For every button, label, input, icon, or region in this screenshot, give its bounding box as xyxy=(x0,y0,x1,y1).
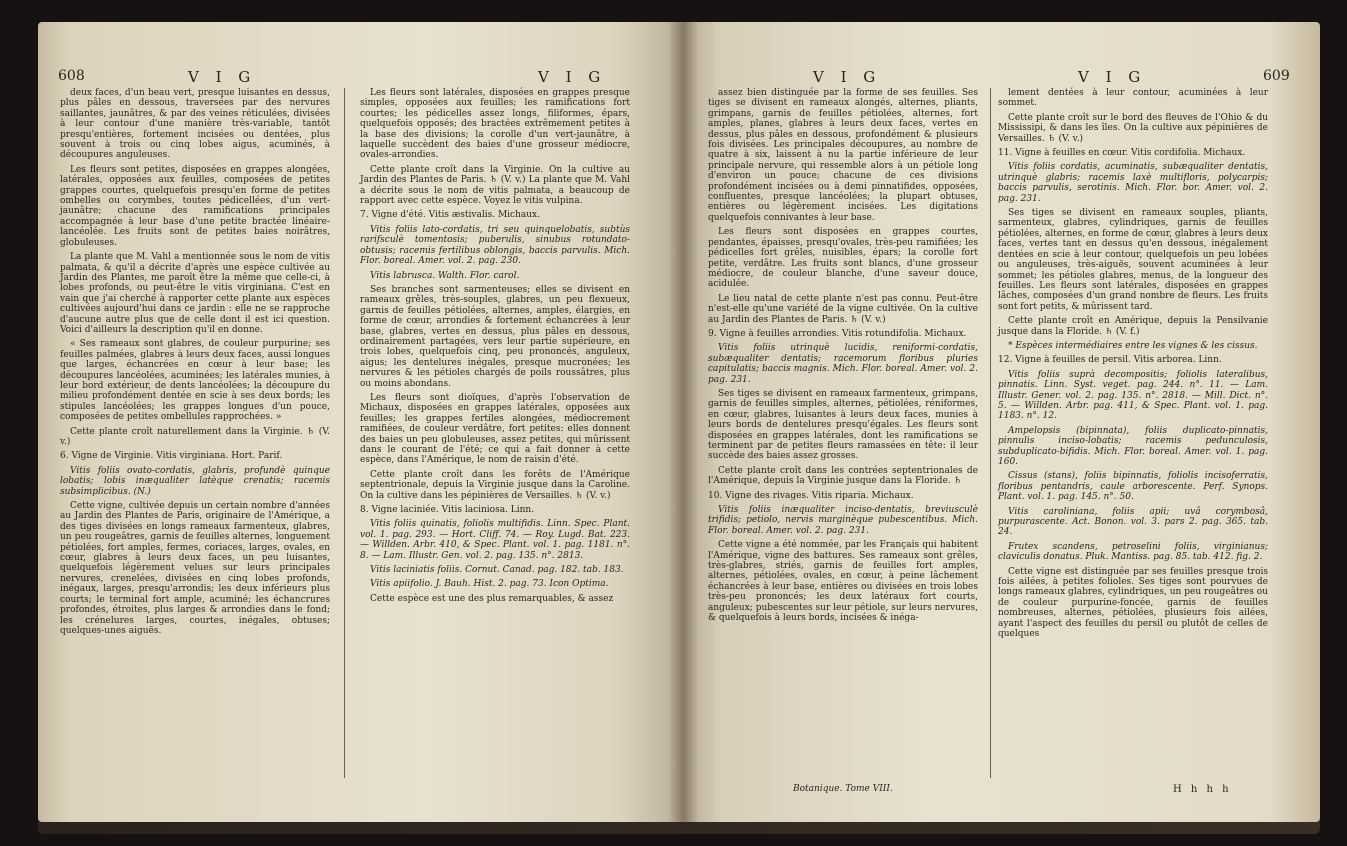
paragraph: Le lieu natal de cette plante n'est pas connu. Peut-être n'est-elle qu'une variété de la vigne cultivée. On la cultive au Jardin des Plantes de Paris. ♄ (V. v.) xyxy=(708,293,978,325)
paragraph: Les fleurs sont latérales, disposées en grappes presque simples, opposées aux feuilles; les ramifications fort courtes; les pédicelles assez longs, filiformes, épars, quelquefois opposés; des bractées extrêmement petites à la base des divisions; la corolle d'un vert-jaunâtre, à laquelle succèdent des baies d'une grosseur médiocre, ovales-arrondies. xyxy=(360,88,630,161)
paragraph: * Espèces intermédiaires entre les vignes & les cissus. xyxy=(1008,340,1258,351)
paragraph: Cette plante croît naturellement dans la Virginie. ♄ (V. v.) xyxy=(60,426,330,447)
paragraph: Vitis foliis ovato-cordatis, glabris, profundè quinque lobatis; lobis inæqualiter latèque crenatis; racemis subsimplicibus. (N.) xyxy=(60,465,330,497)
page-number-right: 609 xyxy=(1263,68,1290,84)
paragraph: Vitis caroliniana, foliis apii; uvâ corymbosâ, purpurascente. Act. Bonon. vol. 3. pars 2. pag. 365. tab. 24. xyxy=(998,506,1268,538)
paragraph: 6. Vigne de Virginie. Vitis virginiana. Hort. Parif. xyxy=(60,451,283,462)
paragraph: 11. Vigne à feuilles en cœur. Vitis cordifolia. Michaux. xyxy=(998,148,1246,159)
paragraph: 10. Vigne des rivages. Vitis riparia. Michaux. xyxy=(708,490,914,501)
paragraph: Ses tiges se divisent en rameaux farmenteux, grimpans, garnis de feuilles simples, alternes, pétiolées, réniformes, en cœur, glabres, luisantes à leurs deux faces, munies à leurs bords de dentelures presqu'égales. Les fleurs sont disposées en grappes latérales, dont les ramifications se terminent par de petites fleurs ramassées en tête: il leur succède des baies assez grosses. xyxy=(708,388,978,462)
running-head: V I G xyxy=(188,68,257,86)
text-column xyxy=(360,88,630,608)
paragraph: La plante que M. Vahl a mentionnée sous le nom de vitis palmata, & qu'il a décrite d'après une espèce cultivée au Jardin des Plantes, me paroît être la même que celle-ci, à lobes profonds, ou peut-être le vitis virginiana. C'est en vain que j'ai cherché à rapporter cette plante aux espèces cultivées aujourd'hui dans ce jardin : elle ne se rapproche d'aucune autre plus que de celle dont il est ici question. Voici d'ailleurs la description qu'il en donne. xyxy=(60,252,330,335)
paragraph: Cissus (stans), foliis bipinnatis, foliolis incisoferratis, floribus pentandris, caule arborescente. Perf. Synops. Plant. vol. 1. pag. 145. n°. 50. xyxy=(998,471,1268,503)
paragraph: Cette plante croît dans la Virginie. On la cultive au Jardin des Plantes de Paris. ♄ (V. v.) La plante que M. Vahl a décrite sous le nom de vitis palmata, a beaucoup de rapport avec cette espèce. Voyez le vitis vulpina. xyxy=(360,164,630,207)
paragraph: Ses branches sont sarmenteuses; elles se divisent en rameaux grêles, très-souples, glabres, un peu flexueux, garnis de feuilles pétiolées, alternes, amples, élargies, en forme de cœur, arrondies & fortement échancrées à leur base, glabres, vertes en dessus, plus pâles en dessous, ordinairement partagées, vers leur partie supérieure, en trois lobes, quelquefois cinq, peu prononcés, anguleux, aigus; les dentelures inégales, presque mucronées; les nervures & les pétioles chargés de poils roussâtres, plus ou moins abondans. xyxy=(360,284,630,389)
text-column xyxy=(998,88,1268,644)
paragraph: Cette plante croît en Amérique, depuis la Pensilvanie jusque dans la Floride. ♄ (V. f.) xyxy=(998,316,1268,337)
paragraph: Vitis foliis suprà decompositis; foliolis lateralibus, pinnatis. Linn. Syst. veget. pag. 244. n°. 11. — Lam. Illustr. Gener. vol. 2. pag. 135. n°. 2818. — Mill. Dict. n°. 5. — Willden. Arbr. pag. 411, & Spec. Plant. vol. 1. pag. 1183. n°. 12. xyxy=(998,369,1268,422)
paragraph: Les fleurs sont dioïques, d'après l'observation de Michaux, disposées en grappes latérales, opposées aux feuilles; les grappes fertiles alongées, médiocrement ramifiées, de couleur verdâtre, fort petites: elles donnent des baies un peu globuleuses, assez petites, qui mûrissent dans le courant de l'été; ce qui a fait donner à cette espèce, dans l'Amérique, le nom de raisin d'été. xyxy=(360,392,630,466)
paragraph: Vitis foliis cordatis, acuminatis, subæqualiter dentatis, utrinquè glabris; racemis laxè multifloris, polycarpis; baccis parvulis, serotinis. Mich. Flor. bor. Amer. vol. 2. pag. 231. xyxy=(998,162,1268,204)
paragraph: Vitis foliis lato-cordatis, tri seu quinquelobatis, subtùs rarifsculè tomentosis; puberulis, sinubus rotundato-obtusis; racemis fertilibus oblongis, baccis parvulis. Mich. Flor. boreal. Amer. vol. 2. pag. 230. xyxy=(360,224,630,267)
text-column xyxy=(60,88,330,640)
paragraph: 8. Vigne laciniée. Vitis laciniosa. Linn. xyxy=(360,505,535,516)
page-number-left: 608 xyxy=(58,68,85,84)
paragraph: lement dentées à leur contour, acuminées à leur sommet. xyxy=(998,88,1268,109)
running-head: V I G xyxy=(813,68,882,86)
running-head: V I G xyxy=(538,68,607,86)
paragraph: Vitis laciniatis foliis. Cornut. Canad. pag. 182. tab. 183. xyxy=(370,565,624,576)
paragraph: 12. Vigne à feuilles de persil. Vitis arborea. Linn. xyxy=(998,355,1222,366)
paragraph: Vitis foliis inæqualiter inciso-dentatis, breviusculè trifidis; petiolo, nervis marginèque pubescentibus. Mich. Flor. boreal. Amer. vol. 2. pag. 231. xyxy=(708,505,978,536)
column-rule xyxy=(344,88,345,778)
paragraph: Cette espèce est une des plus remarquables, & assez xyxy=(370,593,614,604)
paragraph: 9. Vigne à feuilles arrondies. Vitis rotundifolia. Michaux. xyxy=(708,328,967,339)
paragraph: Vitis foliis utrinquè lucidis, reniformi-cordatis, subæqualiter dentatis; racemorum floribus pluries capitulatis; baccis magnis. Mich. Flor. boreal. Amer. vol. 2. pag. 231. xyxy=(708,343,978,385)
left-page xyxy=(38,22,683,822)
open-book xyxy=(38,22,1320,834)
signature-mark: H h h h xyxy=(1173,784,1232,795)
running-head: V I G xyxy=(1078,68,1147,86)
paragraph: 7. Vigne d'été. Vitis æstivalis. Michaux. xyxy=(360,210,540,221)
footer-volume: Botanique. Tome VIII. xyxy=(793,784,893,794)
paragraph: Vitis labrusca. Walth. Flor. carol. xyxy=(370,270,520,281)
column-rule xyxy=(990,88,991,778)
paragraph: Les fleurs sont petites, disposées en grappes alongées, latérales, opposées aux feuilles, composées de petites grappes courtes, quelquefois presqu'en forme de petites ombelles ou corymbes, toutes pédicellées, d'un vert-jaunâtre; chacune des ramifications principales accompagnée à leur base d'une petite bractée linéaire-lancéolée. Les fruits sont de petites baies noirâtres, globuleuses. xyxy=(60,164,330,248)
paragraph: Ampelopsis (bipinnata), foliis duplicato-pinnatis, pinnulis inciso-lobatis; racemis pedunculosis, subduplicato-bifidis. Mich. Flor. boreal. Amer. vol. 1. pag. 160. xyxy=(998,425,1268,467)
paragraph: Cette plante croît dans les contrées septentrionales de l'Amérique, depuis la Virginie jusque dans la Floride. ♄ xyxy=(708,465,978,487)
paragraph: Cette vigne a été nommée, par les Français qui habitent l'Amérique, vigne des battures. Ses rameaux sont grêles, très-glabres, striés, garnis de feuilles fort amples, alternes, pétiolées, ovales, en cœur, à peine lâchement échancrées à leur base, entières ou divisées en trois lobes très-peu prononcés; les deux latéraux fort courts, anguleux; pubescentes sur leur pétiole, sur leurs nervures, & quelquefois à leurs bords, incisées & inéga- xyxy=(708,540,978,624)
paragraph: Frutex scandens, petroselini foliis, virginianus; claviculis donatus. Pluk. Mantiss. pag. 85. tab. 412. fig. 2. xyxy=(998,541,1268,563)
paragraph: Vitis foliis quinatis, foliolis multifidis. Linn. Spec. Plant. vol. 1. pag. 293. — Hort. Cliff. 74. — Roy. Lugd. Bat. 223. — Willden. Arbr. 410, & Spec. Plant. vol. 1. pag. 1181. n°. 8. — Lam. Illustr. Gen. vol. 2. pag. 135. n°. 2813. xyxy=(360,519,630,561)
paragraph: Les fleurs sont disposées en grappes courtes, pendantes, épaisses, presqu'ovales, très-peu ramifiées; les pédicelles fort grêles, nuisibles, épars; la corolle fort petite, verdâtre. Les fruits sont blancs, d'une grosseur médiocre, de couleur blanche, d'une saveur douce, acidulée. xyxy=(708,227,978,290)
right-page xyxy=(683,22,1320,822)
paragraph: deux faces, d'un beau vert, presque luisantes en dessus, plus pâles en dessous, traversées par des nervures saillantes, jaunâtres, & par des veines réticulées, divisées à leur contour d'une manière très-variable, tantôt presqu'entières, fortement incisées ou dentées, plus souvent à trois ou cinq lobes aigus, acuminés, à découpures anguleuses. xyxy=(60,88,330,161)
paragraph: Cette vigne est distinguée par ses feuilles presque trois fois ailées, à petites folioles. Ses tiges sont pourvues de longs rameaux glabres, cylindriques, un peu rougeâtres ou de couleur purpurine-foncée, garnis de feuilles nombreuses, alternes, pétiolées, plusieurs fois ailées, ayant l'aspect des feuilles du persil ou plutôt de celles de quelques xyxy=(998,566,1268,640)
paragraph: Cette plante croît dans les forêts de l'Amérique septentrionale, depuis la Virginie jusque dans la Caroline. On la cultive dans les pépinières de Versailles. ♄ (V. v.) xyxy=(360,469,630,501)
paragraph: Vitis apiifolio. J. Bauh. Hist. 2. pag. 73. Icon Optima. xyxy=(370,579,609,590)
paragraph: Cette plante croît sur le bord des fleuves de l'Ohio & du Mississipi, & dans les îles. On la cultive aux pépinières de Versailles. ♄ (V. v.) xyxy=(998,112,1268,144)
paragraph: Cette vigne, cultivée depuis un certain nombre d'années au Jardin des Plantes de Paris, originaire de l'Amérique, a des tiges divisées en longs rameaux farmenteux, glabres, un peu rougeâtres, garnis de feuilles alternes, longuement pétiolées, fort amples, fermes, coriaces, larges, ovales, en cœur, glabres à leurs deux faces, un peu luisantes, quelquefois légèrement velues sur leurs principales nervures, crenelées, divisées en cinq lobes profonds, inégaux, larges, presqu'arrondis; les deux inférieurs plus courts; le terminal fort ample, acuminé; les échancrures profondes, étroites, plus larges & arrondies dans le fond; les crénelures larges, courtes, inégales, obtuses; quelques-unes aiguës. xyxy=(60,501,330,636)
text-column xyxy=(708,88,978,628)
paragraph: « Ses rameaux sont glabres, de couleur purpurine; ses feuilles palmées, glabres à leurs deux faces, aussi longues que larges, échancrées en cœur à leur base; les découpures lancéolées, acuminées; les latérales munies, à leur bord extérieur, de dents lancéolées; la découpure du milieu profondément dentée en scie à ses deux bords; les stipules lancéolées; les grappes longues d'un pouce, composées de petites ombellules rapprochées. » xyxy=(60,339,330,423)
paragraph: Ses tiges se divisent en rameaux souples, pliants, sarmenteux, glabres, cylindriques, garnis de feuilles pétiolées, alternes, en forme de cœur, glabres à leurs deux faces, vertes tant en dessus qu'en dessous, inégalement dentées en scie à leur contour, quelquefois un peu lobées ou anguleuses, très-aiguës, souvent acuminées à leur sommet; les pétioles glabres, menus, de la longueur des feuilles. Les fleurs sont latérales, disposées en grappes lâches, composées d'un grand nombre de fleurs. Les fruits sont fort petits, & mûrissent tard. xyxy=(998,208,1268,312)
paragraph: assez bien distinguée par la forme de ses feuilles. Ses tiges se divisent en rameaux alongés, alternes, pliants, grimpans, garnis de feuilles pétiolées, alternes, fort amples, planes, glabres à leurs deux faces, vertes en dessus, plus pâles en dessous, profondément & plusieurs fois divisées. Les principales découpures, au nombre de quatre à six, laissent à nu la partie inférieure de leur principale nervure, qui ressemble alors à un pétiole long d'environ un pouce; chacune de ces divisions profondément incisées ou à demi pinnatifides, opposées, confluentes, presque lancéolées; la plupart obtuses, entières ou légèrement incisées. Les digitations quelquefois connivantes à leur base. xyxy=(708,88,978,223)
